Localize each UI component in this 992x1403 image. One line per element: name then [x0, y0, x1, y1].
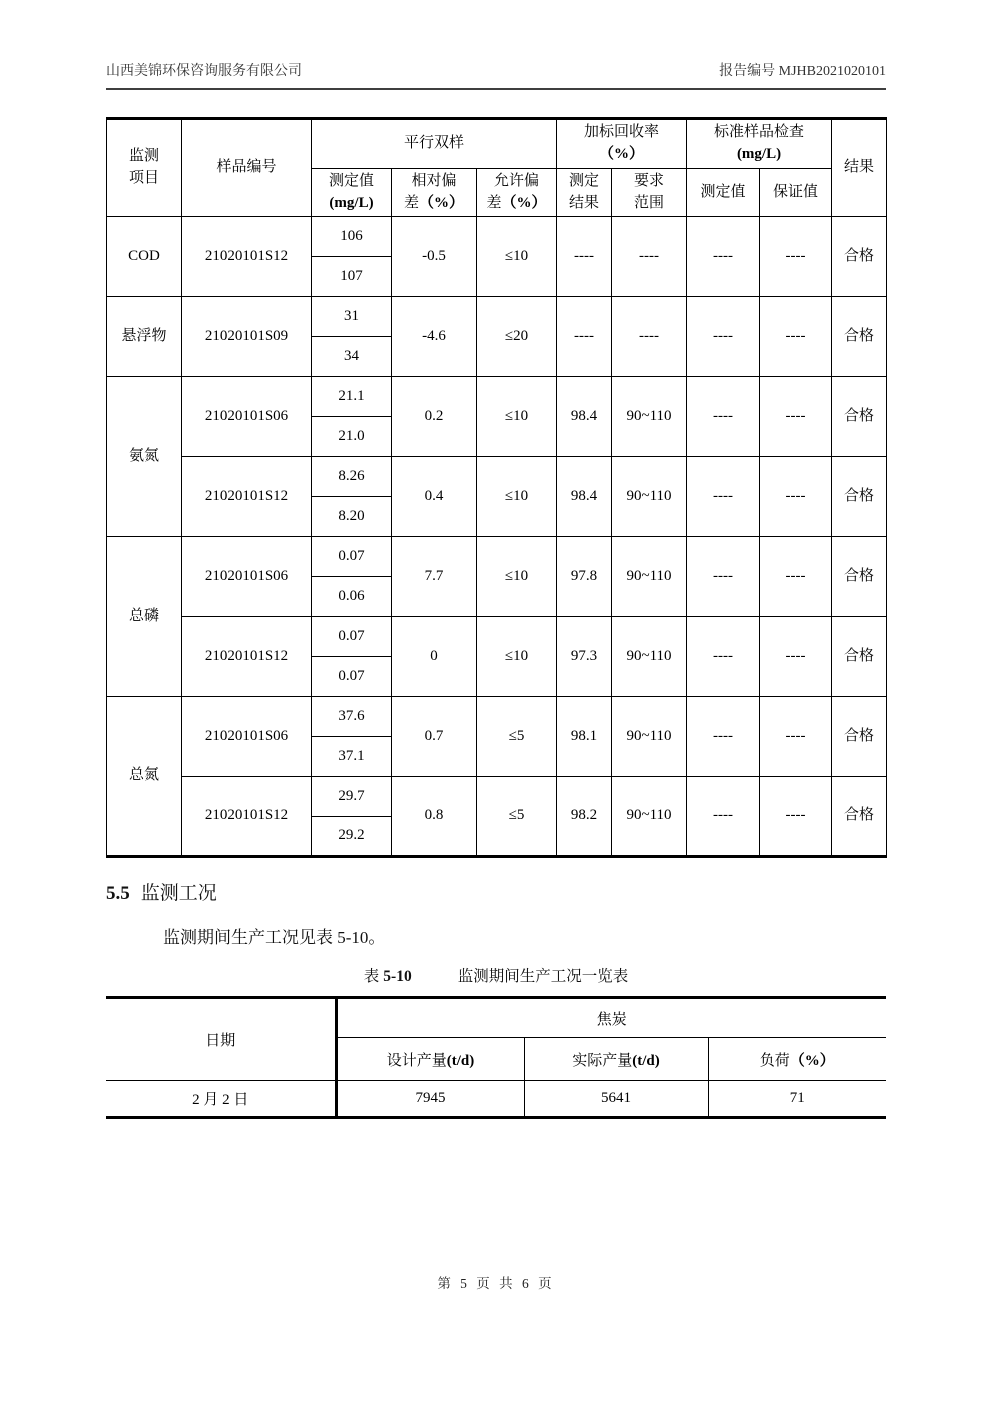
col-header-spike-result: 测定 结果: [557, 169, 612, 217]
item-cell: 总磷: [107, 537, 182, 697]
result-cell: 合格: [832, 697, 887, 777]
table-row: [107, 697, 887, 737]
table-cell: ----: [612, 297, 687, 377]
table-cell: 21.0: [312, 417, 392, 457]
item-cell: 悬浮物: [107, 297, 182, 377]
col-header-item: 监测 项目: [107, 119, 182, 217]
table-row: [107, 537, 887, 577]
table-cell: ----: [687, 537, 760, 617]
table-row: [107, 377, 887, 417]
table-cell: ----: [557, 217, 612, 297]
table-cell: ----: [612, 217, 687, 297]
section-number: 5.5: [106, 883, 130, 904]
sample-no-cell: 21020101S12: [182, 217, 312, 297]
result-cell: 合格: [832, 457, 887, 537]
table-cell: ----: [760, 537, 832, 617]
table-cell: ≤10: [477, 537, 557, 617]
result-cell: 合格: [832, 777, 887, 857]
caption-title: 监测期间生产工况一览表: [457, 968, 629, 985]
page-content: [106, 0, 886, 1119]
col-header-relative-deviation: 相对偏 差（%）: [392, 169, 477, 217]
table-cell: ----: [687, 377, 760, 457]
table-cell: ----: [760, 377, 832, 457]
table-cell: 21.1: [312, 377, 392, 417]
table-cell: ----: [687, 457, 760, 537]
section-title: 监测工况: [140, 883, 217, 904]
table-row: [107, 777, 887, 817]
table-cell: ----: [760, 697, 832, 777]
table-cell: 90~110: [612, 617, 687, 697]
result-cell: 合格: [832, 537, 887, 617]
document-header: [106, 0, 886, 90]
table-cell: -0.5: [392, 217, 477, 297]
table-cell: ----: [760, 297, 832, 377]
table-cell: 34: [312, 337, 392, 377]
table-row: [107, 617, 887, 657]
table-caption: [106, 964, 886, 986]
col-header-spike-recovery: 加标回收率 （%）: [557, 119, 687, 169]
sample-no-cell: 21020101S09: [182, 297, 312, 377]
table-cell: 90~110: [612, 697, 687, 777]
col-header-measured-value: 测定值 (mg/L): [312, 169, 392, 217]
table-cell: 107: [312, 257, 392, 297]
col-header-result: 结果: [832, 119, 887, 217]
item-cell: 氨氮: [107, 377, 182, 537]
table-cell: 0.07: [312, 537, 392, 577]
table-cell: 0.06: [312, 577, 392, 617]
table-cell: ----: [687, 777, 760, 857]
table-cell: 7.7: [392, 537, 477, 617]
result-cell: 合格: [832, 217, 887, 297]
table-cell: ≤10: [477, 617, 557, 697]
table-cell: 29.2: [312, 817, 392, 857]
table-cell: 98.1: [557, 697, 612, 777]
table-cell: 0.8: [392, 777, 477, 857]
table-cell: 29.7: [312, 777, 392, 817]
table-cell: 98.4: [557, 377, 612, 457]
table-cell: ----: [557, 297, 612, 377]
sample-no-cell: 21020101S06: [182, 537, 312, 617]
table-cell: 0.07: [312, 657, 392, 697]
company-name: 山西美锦环保咨询服务有限公司: [106, 64, 302, 79]
table-cell: 90~110: [612, 537, 687, 617]
table-cell: 90~110: [612, 377, 687, 457]
table-cell: ≤10: [477, 377, 557, 457]
report-number: 报告编号 MJHB2021020101: [719, 64, 886, 79]
table-cell: 0.7: [392, 697, 477, 777]
item-cell: 总氮: [107, 697, 182, 857]
col-header-product: 焦炭: [336, 998, 886, 1038]
table-cell: ----: [687, 217, 760, 297]
col-header-allowed-deviation: 允许偏 差（%）: [477, 169, 557, 217]
date-cell: 2 月 2 日: [106, 1081, 336, 1118]
table-cell: ≤5: [477, 697, 557, 777]
table-cell: 0: [392, 617, 477, 697]
table-cell: ----: [687, 297, 760, 377]
table-cell: ----: [760, 617, 832, 697]
table-cell: 0.4: [392, 457, 477, 537]
item-cell: COD: [107, 217, 182, 297]
col-header-spike-range: 要求 范围: [612, 169, 687, 217]
col-header-actual-output: 实际产量(t/d): [524, 1038, 708, 1081]
table-cell: ≤20: [477, 297, 557, 377]
table-cell: -4.6: [392, 297, 477, 377]
table-cell: 0.2: [392, 377, 477, 457]
production-table: [106, 996, 886, 1119]
col-header-standard-check: 标准样品检查 (mg/L): [687, 119, 832, 169]
page-number: 第 5 页 共 6 页: [437, 1276, 555, 1291]
caption-label: 表: [363, 968, 380, 985]
col-header-load: 负荷（%）: [708, 1038, 886, 1081]
table-cell: 90~110: [612, 777, 687, 857]
table-cell: 90~110: [612, 457, 687, 537]
body-paragraph: 监测期间生产工况见表 5-10。: [163, 928, 386, 947]
table-cell: 31: [312, 297, 392, 337]
result-cell: 合格: [832, 377, 887, 457]
sample-no-cell: 21020101S06: [182, 377, 312, 457]
sample-no-cell: 21020101S12: [182, 777, 312, 857]
table-cell: ≤5: [477, 777, 557, 857]
result-cell: 合格: [832, 617, 887, 697]
table-cell: 97.3: [557, 617, 612, 697]
table-cell: 8.26: [312, 457, 392, 497]
table-row: [107, 217, 887, 257]
table-cell: 98.2: [557, 777, 612, 857]
col-header-design-output: 设计产量(t/d): [336, 1038, 524, 1081]
table-cell: 98.4: [557, 457, 612, 537]
table-cell: ≤10: [477, 217, 557, 297]
table-row: [107, 297, 887, 337]
table-cell: ----: [687, 617, 760, 697]
table-cell: 5641: [524, 1081, 708, 1118]
table-cell: ----: [760, 217, 832, 297]
table-cell: 37.1: [312, 737, 392, 777]
table-cell: 0.07: [312, 617, 392, 657]
table-cell: 37.6: [312, 697, 392, 737]
sample-no-cell: 21020101S12: [182, 617, 312, 697]
table-row: [106, 1081, 886, 1118]
table-cell: 97.8: [557, 537, 612, 617]
table-cell: 8.20: [312, 497, 392, 537]
table-cell: 7945: [336, 1081, 524, 1118]
table-row: [107, 457, 887, 497]
col-header-date: 日期: [106, 998, 336, 1081]
table-cell: ≤10: [477, 457, 557, 537]
caption-number: 5-10: [383, 968, 412, 985]
col-header-parallel: 平行双样: [312, 119, 557, 169]
col-header-std-guaranteed: 保证值: [760, 169, 832, 217]
table-cell: ----: [760, 457, 832, 537]
sample-no-cell: 21020101S06: [182, 697, 312, 777]
section-heading: [106, 878, 886, 905]
table-cell: ----: [760, 777, 832, 857]
sample-no-cell: 21020101S12: [182, 457, 312, 537]
table-cell: 71: [708, 1081, 886, 1118]
col-header-std-measured: 测定值: [687, 169, 760, 217]
result-cell: 合格: [832, 297, 887, 377]
table-cell: ----: [687, 697, 760, 777]
qa-table: [106, 117, 887, 858]
col-header-sample-no: 样品编号: [182, 119, 312, 217]
table-cell: 106: [312, 217, 392, 257]
